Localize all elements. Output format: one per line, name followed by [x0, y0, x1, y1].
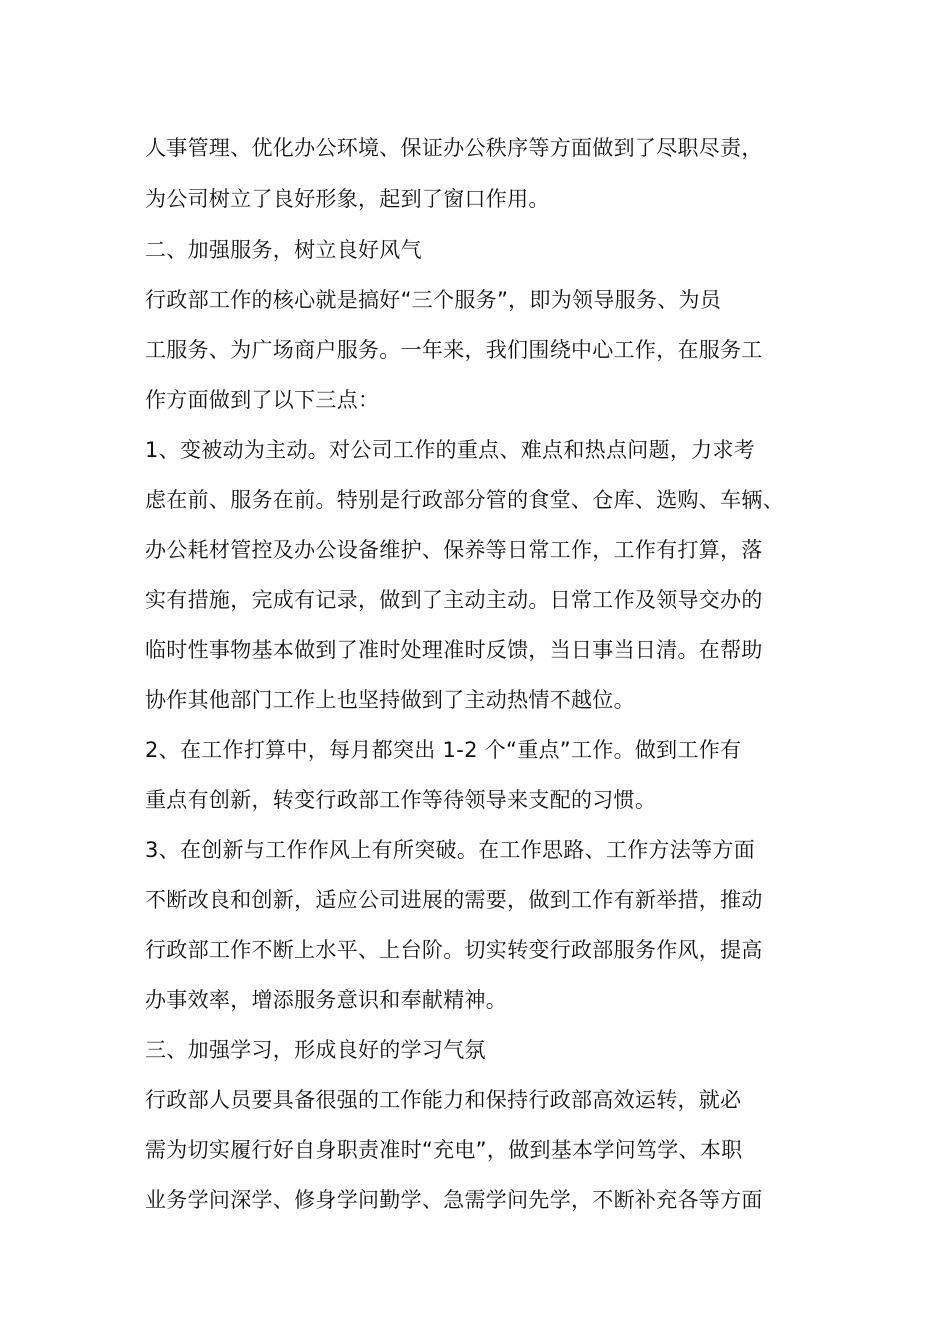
text-line: 行政部工作不断上水平、上台阶。切实转变行政部服务作风，提高 — [145, 938, 763, 962]
text-line: 人事管理、优化办公环境、保证办公秩序等方面做到了尽职尽责， — [145, 136, 763, 160]
text-line: 3、在创新与工作作风上有所突破。在工作思路、工作方法等方面 — [145, 838, 756, 862]
text-line: 业务学问深学、修身学问勤学、急需学问先学，不断补充各等方面 — [145, 1188, 763, 1212]
text-line: 实有措施，完成有记录，做到了主动主动。日常工作及领导交办的 — [145, 588, 763, 612]
text-line: 行政部工作的核心就是搞好“三个服务”，即为领导服务、为员 — [145, 288, 722, 312]
text-line: 虑在前、服务在前。特别是行政部分管的食堂、仓库、选购、车辆、 — [145, 488, 784, 512]
text-line: 2、在工作打算中，每月都突出 1-2 个“重点”工作。做到工作有 — [145, 738, 742, 762]
section-heading: 二、加强服务，树立良好风气 — [145, 238, 422, 262]
section-heading: 三、加强学习，形成良好的学习气氛 — [145, 1038, 486, 1062]
text-line: 不断改良和创新，适应公司进展的需要，做到工作有新举措，推动 — [145, 888, 763, 912]
text-line: 办公耗材管控及办公设备维护、保养等日常工作，工作有打算，落 — [145, 538, 763, 562]
text-line: 需为切实履行好自身职责准时“充电”，做到基本学问笃学、本职 — [145, 1138, 743, 1162]
text-line: 协作其他部门工作上也坚持做到了主动热情不越位。 — [145, 688, 635, 712]
text-line: 办事效率，增添服务意识和奉献精神。 — [145, 988, 508, 1012]
text-line: 为公司树立了良好形象，起到了窗口作用。 — [145, 187, 550, 211]
text-line: 1、变被动为主动。对公司工作的重点、难点和热点问题，力求考 — [145, 438, 756, 462]
text-line: 行政部人员要具备很强的工作能力和保持行政部高效运转，就必 — [145, 1088, 742, 1112]
text-line: 临时性事物基本做到了准时处理准时反馈，当日事当日清。在帮助 — [145, 638, 763, 662]
text-line: 工服务、为广场商户服务。一年来，我们围绕中心工作，在服务工 — [145, 338, 763, 362]
text-line: 重点有创新，转变行政部工作等待领导来支配的习惯。 — [145, 788, 657, 812]
text-line: 作方面做到了以下三点： — [145, 388, 380, 412]
